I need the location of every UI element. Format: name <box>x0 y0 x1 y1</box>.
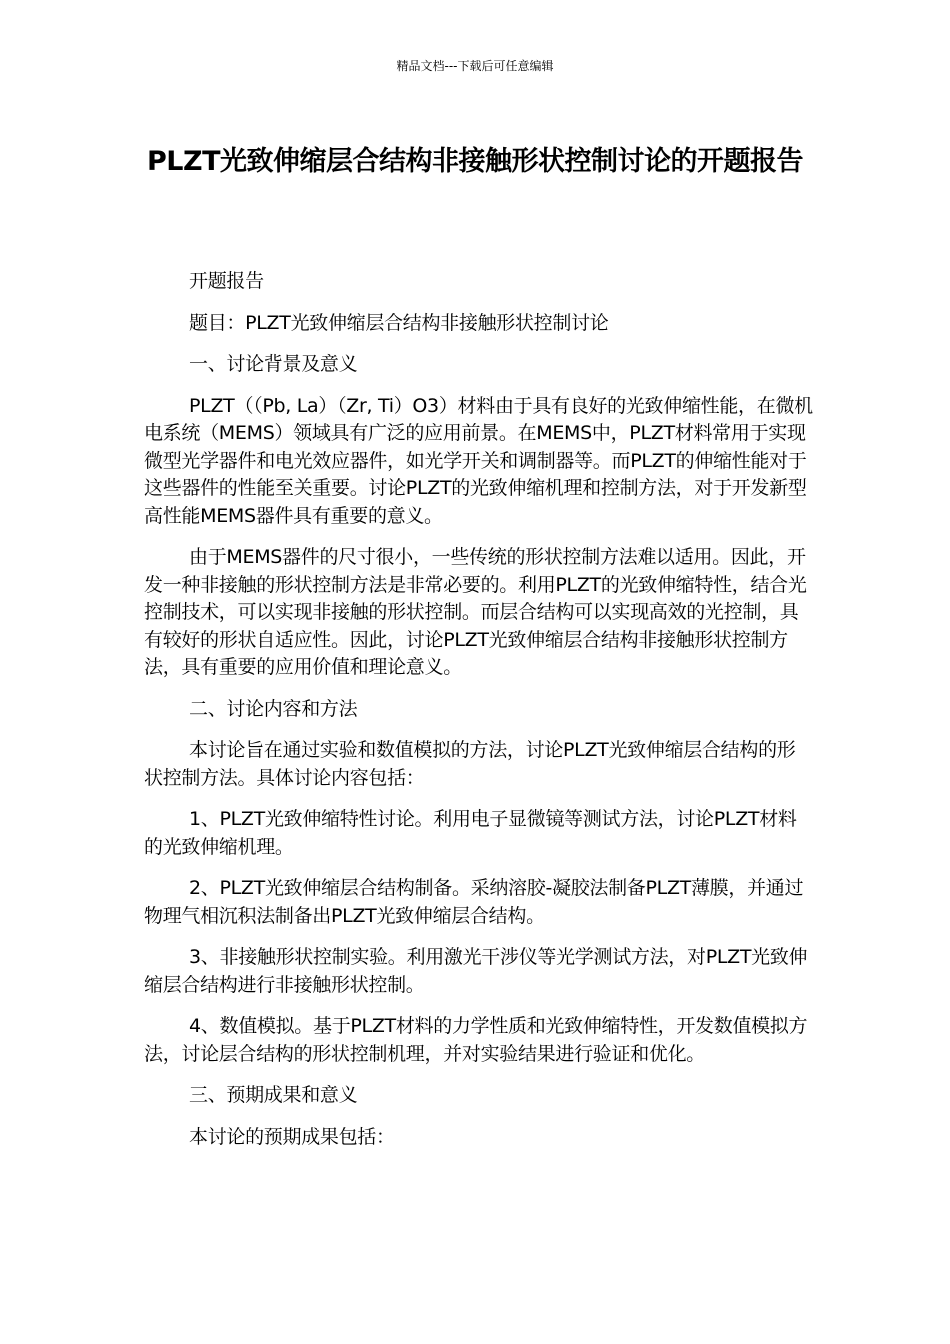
list-item: 3、非接触形状控制实验。利用激光干涉仪等光学测试方法，对PLZT光致伸缩层合结构进行非接触形状控制。 <box>144 946 808 996</box>
section-heading-expected-results: 三、预期成果和意义 <box>189 1084 358 1106</box>
header-note: 精品文档---下载后可任意编辑 <box>396 59 554 73</box>
list-item: 4、数值模拟。基于PLZT材料的力学性质和光致伸缩特性，开发数值模拟方法，讨论层合结构的形状控制机理，并对实验结果进行验证和优化。 <box>144 1015 808 1065</box>
document-body <box>144 268 814 1165</box>
paragraph-report-label: 开题报告 <box>189 270 264 292</box>
paragraph: 本讨论旨在通过实验和数值模拟的方法，讨论PLZT光致伸缩层合结构的形状控制方法。具体讨论内容包括： <box>144 739 796 789</box>
paragraph: PLZT（（Pb, La）（Zr, Ti）O3）材料由于具有良好的光致伸缩性能，在微机电系统（MEMS）领域具有广泛的应用前景。在MEMS中，PLZT材料常用于实现微型光学器件和电光效应器件，如光学开关和调制器等。而PLZT的伸缩性能对于这些器件的性能至关重要。讨论PLZT的光致伸缩机理和控制方法，对于开发新型高性能MEMS器件具有重要的意义。 <box>144 394 813 527</box>
paragraph: 本讨论的预期成果包括： <box>189 1125 395 1148</box>
section-heading-content-methods: 二、讨论内容和方法 <box>189 697 358 720</box>
paragraph: 由于MEMS器件的尺寸很小，一些传统的形状控制方法难以适用。因此，开发一种非接触的形状控制方法是非常必要的。利用PLZT的光致伸缩特性，结合光控制技术，可以实现非接触的形状控制。而层合结构可以实现高效的光控制，具有较好的形状自适应性。因此，讨论PLZT光致伸缩层合结构非接触形状控制方法，具有重要的应用价值和理论意义。 <box>144 546 807 678</box>
list-item: 2、PLZT光致伸缩层合结构制备。采纳溶胶-凝胶法制备PLZT薄膜，并通过物理气相沉积法制备出PLZT光致伸缩层合结构。 <box>144 877 804 927</box>
document-title: PLZT光致伸缩层合结构非接触形状控制讨论的开题报告 <box>147 146 803 177</box>
section-heading-background: 一、讨论背景及意义 <box>189 353 358 375</box>
paragraph-topic: 题目：PLZT光致伸缩层合结构非接触形状控制讨论 <box>189 311 609 334</box>
list-item: 1、PLZT光致伸缩特性讨论。利用电子显微镜等测试方法，讨论PLZT材料的光致伸缩机理。 <box>144 808 797 858</box>
